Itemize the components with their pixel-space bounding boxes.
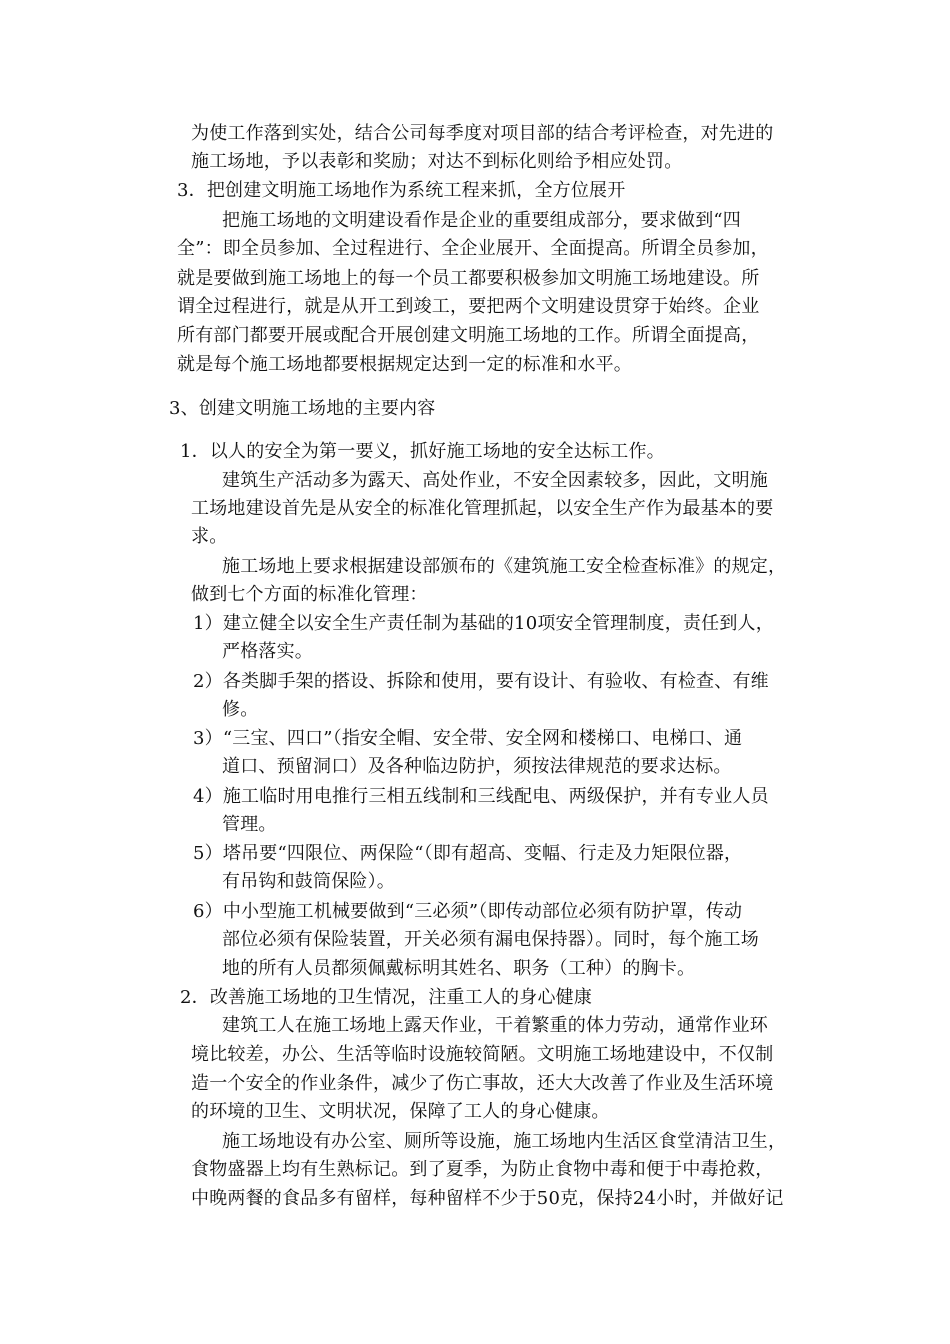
- text-line: 谓全过程进行，就是从开工到竣工，要把两个文明建设贯穿于始终。企业: [177, 296, 760, 317]
- text-line: 建筑工人在施工场地上露天作业，干着繁重的体力劳动，通常作业环: [222, 1015, 768, 1036]
- text-line: 造一个安全的作业条件，减少了伤亡事故，还大大改善了作业及生活环境: [191, 1073, 774, 1094]
- chapter-heading: 3、创建文明施工场地的主要内容: [169, 398, 436, 419]
- section-heading: 3．把创建文明施工场地作为系统工程来抓，全方位展开: [177, 180, 626, 201]
- list-item: 1）建立健全以安全生产责任制为基础的10项安全管理制度，责任到人，: [193, 613, 774, 634]
- text-line: 食物盛器上均有生熟标记。到了夏季，为防止食物中毒和便于中毒抢救，: [191, 1159, 774, 1180]
- section-heading: 1．以人的安全为第一要义，抓好施工场地的安全达标工作。: [180, 441, 665, 462]
- list-item: 2）各类脚手架的搭设、拆除和使用，要有设计、有验收、有检查、有维: [193, 671, 769, 692]
- text-line: 就是每个施工场地都要根据规定达到一定的标准和水平。: [177, 354, 632, 375]
- list-item: 6）中小型施工机械要做到“三必须”（即传动部位必须有防护罩，传动: [193, 901, 743, 922]
- text-line: 境比较差，办公、生活等临时设施较简陋。文明施工场地建设中，不仅制: [191, 1044, 774, 1065]
- text-line: 全”：即全员参加、全过程进行、全企业展开、全面提高。所谓全员参加，: [177, 238, 769, 259]
- list-item-continuation: 修。: [222, 699, 259, 720]
- list-item-continuation: 道口、预留洞口）及各种临边防护，须按法律规范的要求达标。: [222, 756, 732, 777]
- text-line: 所有部门都要开展或配合开展创建文明施工场地的工作。所谓全面提高，: [177, 325, 760, 346]
- text-line: 求。: [191, 526, 228, 547]
- text-line: 建筑生产活动多为露天、高处作业，不安全因素较多，因此，文明施: [222, 470, 768, 491]
- list-item-continuation: 严格落实。: [222, 641, 313, 662]
- section-heading: 2．改善施工场地的卫生情况，注重工人的身心健康: [180, 987, 593, 1008]
- text-line: 工场地建设首先是从安全的标准化管理抓起，以安全生产作为最基本的要: [191, 498, 774, 519]
- list-item-continuation: 地的所有人员都须佩戴标明其姓名、职务（工种）的胸卡。: [222, 958, 696, 979]
- text-line: 中晚两餐的食品多有留样，每种留样不少于50克，保持24小时，并做好记: [191, 1188, 784, 1209]
- text-line: 就是要做到施工场地上的每一个员工都要积极参加文明施工场地建设。所: [177, 268, 760, 289]
- text-line: 施工场地，予以表彰和奖励；对达不到标化则给予相应处罚。: [191, 151, 683, 172]
- text-line: 施工场地设有办公室、厕所等设施，施工场地内生活区食堂清洁卫生，: [222, 1131, 787, 1152]
- text-line: 为使工作落到实处，结合公司每季度对项目部的结合考评检查，对先进的: [191, 123, 774, 144]
- text-line: 施工场地上要求根据建设部颁布的《建筑施工安全检查标准》的规定，: [222, 556, 787, 577]
- list-item-continuation: 管理。: [222, 814, 277, 835]
- list-item: 5）塔吊要“四限位、两保险“（即有超高、变幅、行走及力矩限位器，: [193, 843, 743, 864]
- list-item-continuation: 部位必须有保险装置，开关必须有漏电保持器）。同时，每个施工场: [222, 929, 759, 950]
- text-line: 把施工场地的文明建设看作是企业的重要组成部分，要求做到“四: [222, 210, 741, 231]
- text-line: 的环境的卫生、文明状况，保障了工人的身心健康。: [191, 1101, 610, 1122]
- list-item: 3）“三宝、四口”（指安全帽、安全带、安全网和楼梯口、电梯口、通: [193, 728, 743, 749]
- list-item: 4）施工临时用电推行三相五线制和三线配电、两级保护，并有专业人员: [193, 786, 769, 807]
- list-item-continuation: 有吊钩和鼓筒保险）。: [222, 871, 395, 892]
- text-line: 做到七个方面的标准化管理：: [191, 584, 428, 605]
